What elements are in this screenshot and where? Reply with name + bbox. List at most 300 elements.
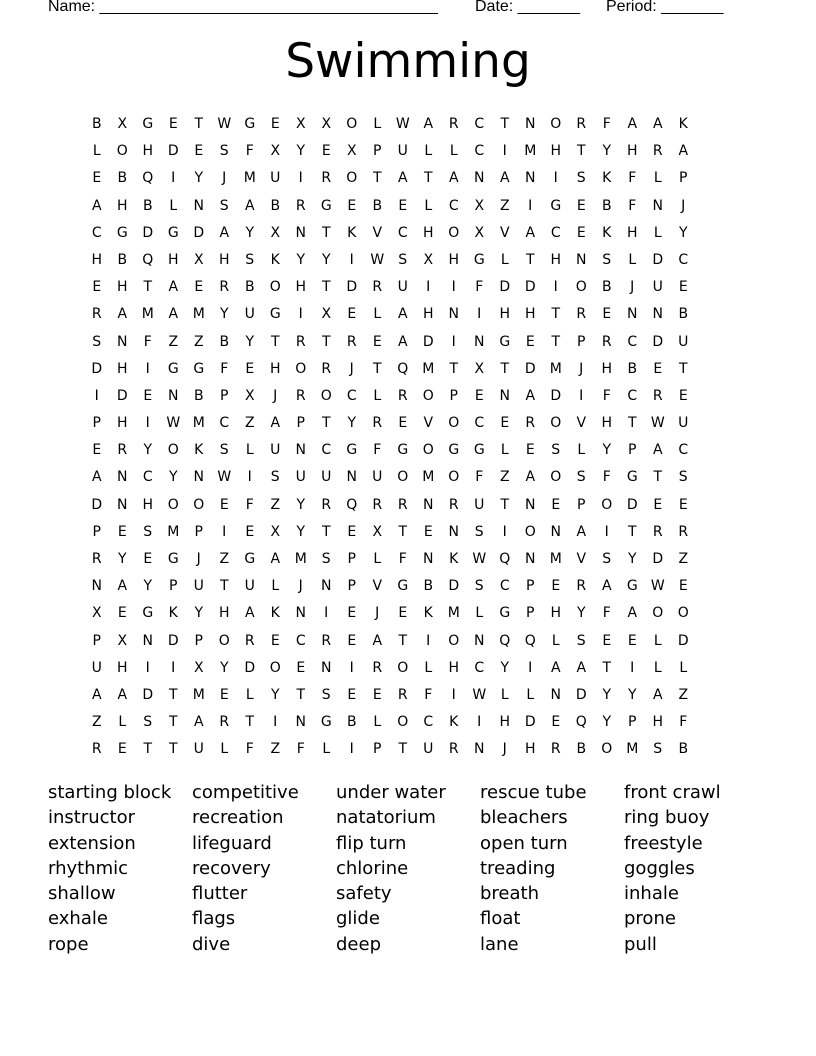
grid-letter: R (321, 632, 332, 649)
grid-letter: Y (245, 333, 255, 350)
grid-letter: N (499, 387, 510, 404)
grid-letter: T (576, 143, 586, 160)
grid-letter: I (324, 605, 329, 622)
grid-letter: T (627, 523, 637, 540)
grid-letter: H (116, 279, 128, 296)
grid-letter: H (626, 143, 638, 160)
grid-letter: D (422, 333, 434, 350)
grid-letter: T (500, 116, 510, 132)
grid-letter: O (422, 387, 434, 404)
grid-letter: R (295, 333, 306, 350)
grid-letter: I (349, 659, 354, 676)
grid-letter: Q (499, 551, 511, 567)
grid-letter: A (448, 170, 459, 187)
grid-letter: I (451, 279, 456, 296)
grid-letter: N (576, 251, 587, 268)
grid-letter: O (346, 170, 358, 187)
grid-letter: T (678, 360, 688, 377)
grid-letter: A (397, 333, 408, 350)
grid-row (84, 250, 696, 277)
word-bank-word: glide (336, 908, 380, 930)
grid-letter: A (168, 306, 179, 323)
grid-letter: T (551, 306, 561, 323)
grid-letter: Z (91, 714, 102, 731)
grid-letter: L (271, 578, 280, 595)
grid-letter: E (602, 306, 612, 323)
grid-letter: N (474, 333, 485, 350)
grid-letter: H (524, 306, 536, 323)
grid-row (84, 196, 696, 223)
grid-letter: E (347, 686, 357, 703)
grid-letter: X (270, 143, 281, 160)
grid-letter: T (321, 224, 331, 241)
grid-letter: B (601, 197, 612, 214)
grid-letter: X (321, 116, 332, 132)
grid-letter: R (576, 306, 587, 323)
grid-letter: Y (168, 469, 178, 486)
grid-letter: G (142, 116, 154, 132)
grid-row (84, 495, 696, 522)
grid-row (84, 576, 696, 603)
grid-letter: T (500, 496, 510, 513)
grid-letter: U (295, 469, 306, 486)
grid-letter: M (626, 741, 639, 758)
grid-letter: C (474, 116, 485, 132)
grid-letter: D (652, 251, 664, 268)
grid-letter: L (118, 714, 127, 731)
word-bank (48, 780, 768, 957)
grid-letter: T (270, 333, 280, 350)
grid-letter: Y (296, 251, 306, 268)
grid-letter: L (245, 442, 254, 459)
grid-letter: Y (627, 686, 637, 703)
grid-row (84, 223, 696, 250)
grid-letter: O (167, 496, 179, 513)
grid-letter: A (117, 306, 128, 323)
grid-letter: J (196, 551, 201, 567)
grid-letter: K (678, 116, 688, 132)
grid-letter: N (474, 741, 485, 758)
grid-letter: I (247, 469, 252, 486)
grid-letter: P (92, 632, 101, 649)
grid-letter: O (218, 632, 230, 649)
grid-row (84, 168, 696, 195)
grid-letter: E (372, 686, 382, 703)
grid-letter: N (448, 306, 459, 323)
grid-letter: A (117, 686, 128, 703)
grid-letter: L (92, 143, 101, 160)
grid-letter: T (219, 578, 229, 595)
grid-letter: F (602, 605, 611, 622)
grid-letter: L (628, 251, 637, 268)
word-bank-word: front crawl (624, 782, 721, 803)
grid-letter: E (347, 523, 357, 540)
grid-letter: J (681, 197, 686, 214)
grid-letter: L (653, 170, 662, 187)
grid-letter: F (398, 551, 407, 567)
grid-letter: F (424, 686, 433, 703)
grid-letter: E (525, 333, 535, 350)
grid-letter: J (579, 360, 584, 377)
grid-letter: U (193, 741, 204, 758)
grid-letter: Q (499, 632, 511, 649)
grid-letter: H (91, 251, 103, 268)
grid-letter: D (499, 279, 511, 296)
grid-letter: G (244, 551, 256, 567)
grid-letter: O (550, 415, 562, 432)
grid-letter: I (298, 306, 303, 323)
word-search-grid (84, 114, 696, 767)
grid-letter: T (449, 360, 459, 377)
grid-letter: E (678, 279, 688, 296)
grid-letter: J (222, 170, 227, 187)
grid-letter: R (678, 523, 689, 540)
grid-letter: I (298, 170, 303, 187)
grid-letter: K (168, 605, 178, 622)
word-bank-word: freestyle (624, 832, 703, 854)
grid-letter: I (553, 170, 558, 187)
grid-letter: C (219, 415, 230, 432)
word-bank-word: float (480, 908, 521, 930)
grid-letter: X (474, 224, 485, 241)
grid-letter: U (244, 578, 255, 595)
word-bank-word: lifeguard (192, 832, 272, 854)
grid-letter: D (167, 143, 179, 160)
grid-letter: E (398, 605, 408, 622)
grid-row (84, 277, 696, 304)
grid-letter: L (424, 143, 433, 160)
period-field-label: Period: _______ (606, 0, 724, 15)
grid-row (84, 332, 696, 359)
grid-letter: H (422, 224, 434, 241)
grid-letter: E (194, 143, 204, 160)
grid-letter: E (627, 632, 637, 649)
grid-letter: X (474, 197, 485, 214)
grid-letter: C (474, 415, 485, 432)
grid-letter: O (320, 387, 332, 404)
grid-letter: O (116, 143, 128, 160)
grid-letter: E (576, 224, 586, 241)
grid-letter: I (273, 714, 278, 731)
grid-row (84, 440, 696, 467)
grid-letter: M (549, 551, 562, 567)
word-bank-column (624, 780, 768, 957)
grid-letter: C (346, 387, 357, 404)
grid-letter: X (270, 523, 281, 540)
grid-letter: U (678, 415, 689, 432)
grid-letter: G (499, 605, 511, 622)
word-bank-word: dive (192, 933, 231, 955)
grid-letter: L (653, 632, 662, 649)
grid-letter: H (601, 415, 613, 432)
word-bank-word: starting block (48, 782, 172, 803)
grid-letter: E (525, 442, 535, 459)
grid-letter: A (117, 578, 128, 595)
grid-letter: T (525, 251, 535, 268)
grid-letter: O (448, 415, 460, 432)
grid-letter: S (143, 523, 153, 540)
grid-letter: W (472, 551, 487, 567)
grid-letter: M (422, 469, 435, 486)
grid-letter: R (397, 496, 408, 513)
grid-letter: E (398, 415, 408, 432)
word-bank-column (48, 780, 192, 957)
grid-letter: Y (194, 170, 204, 187)
grid-letter: A (168, 279, 179, 296)
grid-letter: Z (219, 551, 230, 567)
grid-letter: E (678, 496, 688, 513)
grid-letter: O (448, 224, 460, 241)
grid-letter: U (474, 496, 485, 513)
grid-letter: I (553, 279, 558, 296)
grid-letter: N (295, 605, 306, 622)
word-bank-word: rope (48, 933, 89, 955)
grid-letter: G (269, 306, 281, 323)
grid-letter: D (142, 224, 154, 241)
grid-letter: T (551, 333, 561, 350)
grid-letter: Y (296, 143, 306, 160)
grid-letter: B (91, 116, 102, 132)
grid-letter: E (551, 714, 561, 731)
grid-letter: X (423, 251, 434, 268)
grid-letter: E (194, 279, 204, 296)
grid-letter: Y (602, 143, 612, 160)
grid-letter: F (475, 279, 484, 296)
grid-letter: O (677, 605, 689, 622)
word-bank-word: lane (480, 933, 519, 955)
grid-letter: M (141, 306, 154, 323)
grid-letter: H (550, 143, 562, 160)
grid-letter: C (91, 224, 102, 241)
grid-letter: T (321, 523, 331, 540)
grid-letter: G (473, 251, 485, 268)
grid-letter: R (321, 360, 332, 377)
word-bank-word: extension (48, 832, 136, 854)
grid-letter: N (168, 387, 179, 404)
grid-letter: R (372, 279, 383, 296)
grid-letter: N (474, 170, 485, 187)
grid-letter: U (270, 442, 281, 459)
grid-letter: Q (397, 360, 409, 377)
grid-letter: A (193, 714, 204, 731)
grid-letter: N (346, 469, 357, 486)
grid-letter: P (373, 143, 382, 160)
word-bank-word: shallow (48, 883, 116, 905)
grid-letter: D (193, 224, 205, 241)
name-field-label: Name: ______________________________________ (48, 0, 438, 15)
grid-letter: M (192, 306, 205, 323)
grid-letter: L (373, 387, 382, 404)
grid-letter: P (679, 170, 688, 187)
grid-letter: H (116, 360, 128, 377)
grid-letter: N (627, 306, 638, 323)
grid-letter: D (524, 714, 536, 731)
grid-letter: H (448, 251, 460, 268)
grid-letter: P (628, 442, 637, 459)
grid-letter: P (577, 333, 586, 350)
grid-letter: A (525, 224, 536, 241)
grid-letter: H (524, 741, 536, 758)
grid-letter: E (653, 496, 663, 513)
grid-letter: O (397, 714, 409, 731)
grid-letter: N (423, 551, 434, 567)
date-field-label: Date: _______ (475, 0, 580, 15)
grid-letter: B (627, 360, 638, 377)
grid-letter: B (193, 387, 204, 404)
grid-letter: C (550, 224, 561, 241)
grid-letter: B (678, 741, 689, 758)
grid-letter: O (524, 523, 536, 540)
grid-letter: A (397, 306, 408, 323)
grid-letter: J (630, 279, 635, 296)
page-title: Swimming (285, 34, 531, 89)
grid-letter: N (652, 197, 663, 214)
grid-letter: Y (678, 224, 688, 241)
grid-letter: R (576, 578, 587, 595)
grid-letter: A (652, 686, 663, 703)
grid-letter: P (373, 741, 382, 758)
grid-letter: Z (270, 741, 281, 758)
grid-letter: G (142, 605, 154, 622)
grid-letter: E (168, 116, 178, 132)
grid-letter: Y (219, 659, 229, 676)
grid-letter: N (295, 224, 306, 241)
grid-letter: X (193, 251, 204, 268)
grid-letter: A (652, 442, 663, 459)
grid-letter: O (269, 279, 281, 296)
grid-letter: N (295, 442, 306, 459)
grid-letter: A (270, 415, 281, 432)
grid-letter: D (677, 632, 689, 649)
grid-letter: D (575, 686, 587, 703)
grid-letter: O (422, 442, 434, 459)
grid-letter: X (295, 116, 306, 132)
grid-letter: N (423, 496, 434, 513)
grid-letter: D (244, 659, 256, 676)
grid-letter: Q (524, 632, 536, 649)
grid-letter: I (528, 197, 533, 214)
grid-letter: F (475, 469, 484, 486)
grid-letter: I (171, 170, 176, 187)
grid-letter: B (219, 333, 230, 350)
grid-letter: T (372, 170, 382, 187)
grid-letter: D (626, 496, 638, 513)
grid-letter: Z (168, 333, 179, 350)
grid-row (84, 467, 696, 494)
grid-letter: I (579, 387, 584, 404)
word-bank-word: bleachers (480, 807, 568, 829)
grid-letter: X (244, 387, 255, 404)
grid-letter: A (525, 469, 536, 486)
grid-letter: G (244, 116, 256, 132)
grid-letter: R (601, 333, 612, 350)
grid-letter: S (576, 469, 586, 486)
grid-letter: P (526, 578, 535, 595)
grid-letter: P (92, 523, 101, 540)
grid-letter: E (92, 279, 102, 296)
grid-letter: R (652, 523, 663, 540)
grid-letter: X (117, 632, 128, 649)
grid-letter: E (347, 605, 357, 622)
grid-letter: L (500, 686, 509, 703)
grid-letter: E (576, 197, 586, 214)
grid-letter: H (116, 415, 128, 432)
grid-letter: A (678, 143, 689, 160)
grid-letter: G (626, 469, 638, 486)
grid-letter: L (322, 741, 331, 758)
grid-letter: Y (321, 251, 331, 268)
word-bank-word: ring buoy (624, 807, 710, 829)
grid-letter: J (273, 387, 278, 404)
grid-letter: E (219, 686, 229, 703)
grid-letter: X (346, 143, 357, 160)
grid-letter: N (193, 197, 204, 214)
grid-letter: X (474, 360, 485, 377)
grid-letter: S (321, 686, 331, 703)
grid-letter: P (220, 387, 229, 404)
grid-row (84, 359, 696, 386)
grid-letter: O (448, 632, 460, 649)
grid-letter: W (395, 116, 410, 132)
grid-letter: R (372, 659, 383, 676)
grid-letter: I (502, 523, 507, 540)
grid-letter: T (194, 116, 204, 132)
grid-letter: T (321, 415, 331, 432)
grid-letter: C (678, 251, 689, 268)
grid-letter: Y (627, 551, 637, 567)
grid-letter: R (295, 387, 306, 404)
grid-letter: E (143, 551, 153, 567)
grid-letter: L (220, 741, 229, 758)
grid-letter: A (397, 170, 408, 187)
grid-letter: W (472, 686, 487, 703)
grid-letter: L (449, 143, 458, 160)
grid-letter: W (217, 469, 232, 486)
grid-letter: K (194, 442, 204, 459)
grid-letter: O (193, 496, 205, 513)
grid-letter: D (550, 387, 562, 404)
word-bank-column (192, 780, 336, 957)
grid-letter: S (576, 170, 586, 187)
grid-letter: T (245, 714, 255, 731)
grid-letter: R (550, 741, 561, 758)
grid-letter: R (295, 197, 306, 214)
grid-letter: R (321, 496, 332, 513)
grid-letter: O (295, 360, 307, 377)
grid-letter: U (423, 741, 434, 758)
grid-row (84, 522, 696, 549)
grid-letter: H (550, 251, 562, 268)
grid-letter: P (628, 714, 637, 731)
grid-letter: U (397, 143, 408, 160)
grid-letter: H (499, 306, 511, 323)
grid-letter: O (269, 659, 281, 676)
grid-letter: H (499, 714, 511, 731)
grid-letter: E (245, 360, 255, 377)
grid-letter: U (652, 279, 663, 296)
grid-letter: O (550, 469, 562, 486)
grid-letter: Y (602, 686, 612, 703)
word-bank-word: natatorium (336, 807, 436, 829)
grid-letter: L (500, 251, 509, 268)
grid-letter: T (143, 741, 153, 758)
grid-letter: E (653, 360, 663, 377)
grid-letter: E (219, 496, 229, 513)
grid-letter: F (602, 469, 611, 486)
grid-letter: K (449, 714, 459, 731)
grid-letter: R (244, 632, 255, 649)
grid-letter: D (142, 686, 154, 703)
